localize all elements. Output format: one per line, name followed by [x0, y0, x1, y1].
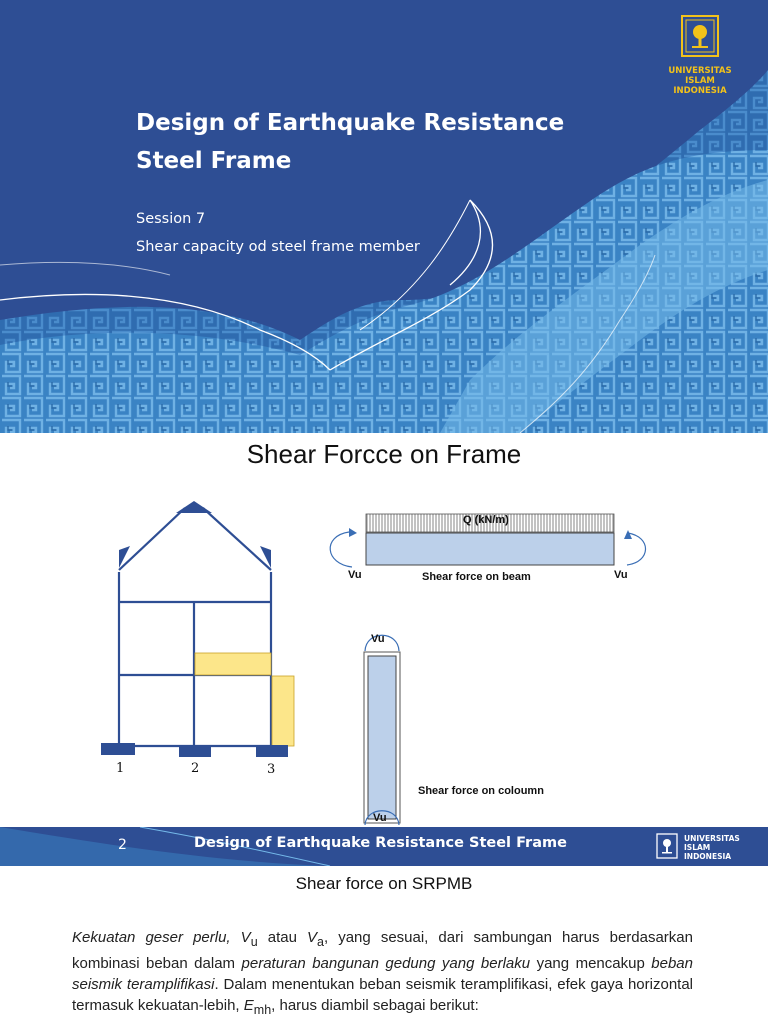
uii-emblem-small-icon — [656, 833, 678, 859]
para-text-5: yang mencakup — [530, 955, 652, 972]
logo-text-line-1: UNIVERSITAS — [668, 66, 732, 76]
university-logo — [650, 14, 750, 94]
para-text-4: peraturan bangunan gedung yang berlaku — [241, 955, 531, 972]
column-bottom-label: Vu — [373, 812, 387, 824]
title-line-1: Design of Earthquake Resistance — [136, 110, 565, 136]
column-top-label: Vu — [371, 633, 385, 645]
vu-symbol: V — [240, 929, 251, 946]
footer-logo-line-1: UNIVERSITAS — [684, 834, 740, 843]
beam-caption: Shear force on beam — [422, 571, 531, 583]
para-text-1: Kekuatan geser perlu, — [72, 929, 241, 946]
title-line-2: Steel Frame — [136, 148, 292, 174]
roof-apex-plate — [176, 501, 212, 513]
node-label-1: 1 — [116, 761, 125, 776]
left-shear-arrow — [330, 532, 352, 567]
page-number: 2 — [118, 837, 127, 853]
support-3 — [256, 745, 288, 757]
session-label: Session 7 — [136, 211, 206, 227]
para-text-6: beban seismik teramplifikasi — [72, 955, 693, 993]
node-label-2: 2 — [191, 761, 200, 776]
node-label-3: 3 — [267, 762, 276, 777]
session-subtitle: Shear capacity od steel frame member — [136, 239, 420, 255]
support-2 — [179, 746, 211, 757]
body-paragraph — [72, 927, 693, 1021]
column-caption: Shear force on coloumn — [418, 785, 544, 797]
emh-subscript: mh — [253, 1003, 272, 1017]
beam-member — [366, 533, 614, 565]
building-frame — [119, 508, 271, 746]
frame-shear-slide — [0, 434, 768, 866]
distributed-load-label: Q (kN/m) — [463, 514, 509, 526]
para-text-3: , yang sesuai, dari sambungan harus berdasarkan kombinasi beban dalam — [72, 929, 693, 972]
beam-right-reaction-label: Vu — [614, 569, 628, 581]
srpmb-shear-slide — [0, 866, 768, 1024]
title-slide — [0, 0, 768, 433]
highlighted-column — [272, 676, 294, 746]
footer-logo-line-3: INDONESIA — [684, 852, 732, 861]
slide-title: Shear Forcce on Frame — [246, 439, 522, 469]
highlighted-beam — [195, 653, 271, 675]
uii-emblem-icon — [680, 14, 720, 58]
footer-logo-text — [684, 834, 740, 861]
column-member — [368, 656, 396, 819]
para-text-7: . Dalam menentukan beban seismik teramplifikasi, efek gaya horizontal termasuk kekuatan-lebih, — [72, 976, 694, 1014]
slide-footer — [0, 827, 768, 866]
emh-symbol: E — [243, 997, 254, 1014]
footer-logo-line-2: ISLAM — [684, 843, 711, 852]
para-text-2: atau — [257, 929, 307, 946]
footer-university-logo — [652, 832, 762, 862]
presentation-title — [136, 104, 596, 180]
logo-text-line-3: INDONESIA — [673, 86, 727, 96]
footer-title: Design of Earthquake Resistance Steel Frame — [194, 835, 567, 851]
va-subscript: a — [317, 935, 324, 949]
vu-subscript: u — [250, 935, 258, 949]
va-symbol: V — [307, 929, 318, 946]
right-shear-arrowhead — [624, 530, 632, 539]
para-text-8: , harus diambil sebagai berikut: — [271, 997, 479, 1014]
support-1 — [101, 743, 135, 755]
left-shear-arrowhead — [349, 528, 357, 537]
beam-left-reaction-label: Vu — [348, 569, 362, 581]
slide-title: Shear force on SRPMB — [295, 874, 473, 893]
logo-text-line-2: ISLAM — [685, 76, 715, 86]
